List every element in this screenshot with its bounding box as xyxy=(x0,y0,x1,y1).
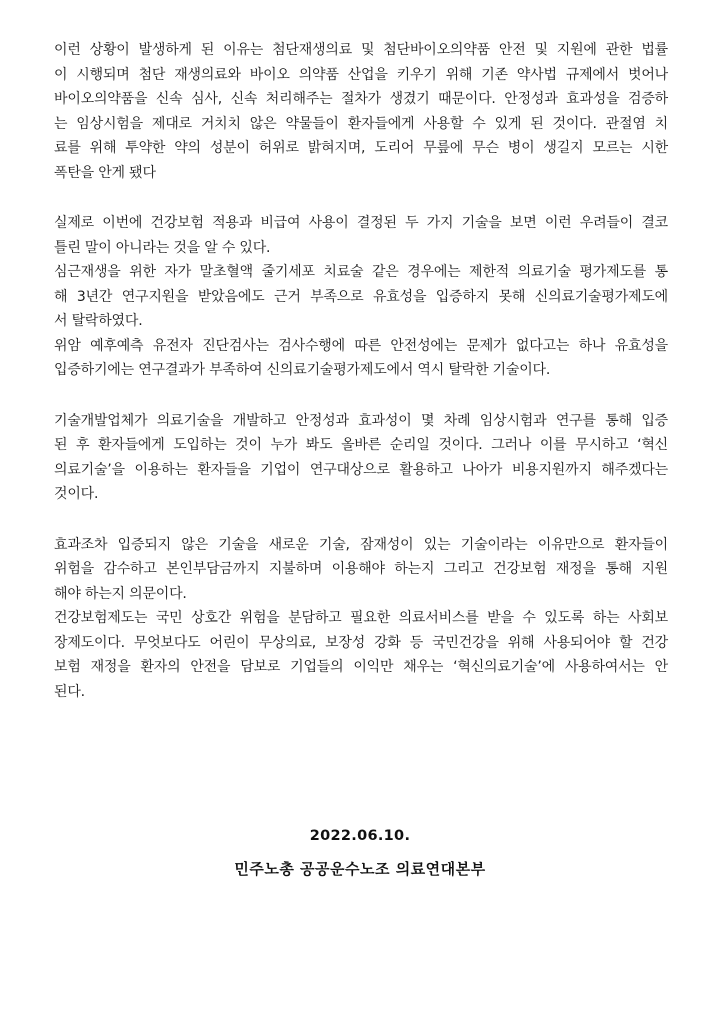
text-line: 의료기술’을 이용하는 환자들을 기업이 연구대상으로 활용하고 나아가 비용지원까지 해주겠다는 xyxy=(54,461,668,478)
text-line: 이런 상황이 발생하게 된 이유는 첨단재생의료 및 첨단바이오의약품 안전 및 지원에 관한 법률 xyxy=(54,42,668,58)
paragraph-question xyxy=(54,533,668,607)
text-line: 것이다. xyxy=(54,486,99,502)
paragraph-proper-procedure xyxy=(54,409,668,507)
text-line: 된다. xyxy=(54,683,85,700)
text-line: 입증하기에는 연구결과가 부족하여 신의료기술평가제도에서 역시 탈락한 기술이다. xyxy=(54,362,551,378)
paragraph-gap xyxy=(54,185,668,211)
paragraph-gap xyxy=(54,507,668,533)
text-line: 폭탄을 안게 됐다 xyxy=(54,164,156,181)
text-line: 실제로 이번에 건강보험 적용과 비급여 사용이 결정된 두 가지 기술을 보면 이런 우려들이 결코 xyxy=(54,215,668,231)
statement-date: 2022.06.10. xyxy=(309,828,411,844)
text-line: 위험을 감수하고 본인부담금까지 지불하며 이용해야 하는지 그리고 건강보험 재정을 통해 지원 xyxy=(54,561,668,577)
text-line: 심근재생을 위한 자가 말초혈액 줄기세포 치료술 같은 경우에는 제한적 의료기술 평가제도를 통 xyxy=(54,264,668,280)
paragraph-background xyxy=(54,38,668,185)
text-line: 해야 하는지 의문이다. xyxy=(54,585,187,602)
text-line: 위암 예후예측 유전자 진단검사는 검사수행에 따른 안전성에는 문제가 없다고는 하나 유효성을 xyxy=(54,337,668,354)
text-line: 건강보험제도는 국민 상호간 위험을 분담하고 필요한 의료서비스를 받을 수 있도록 하는 사회보 xyxy=(54,610,668,626)
paragraph-stem-cell-example xyxy=(54,260,668,334)
text-line: 해 3년간 연구지원을 받았음에도 근거 부족으로 유효성을 입증하지 못해 신의료기술평가제도에 xyxy=(54,288,668,305)
paragraph-gastric-cancer-example xyxy=(54,334,668,383)
text-line: 틀린 말이 아니라는 것을 알 수 있다. xyxy=(54,239,271,256)
paragraph-conclusion xyxy=(54,606,668,704)
document-body xyxy=(54,38,668,704)
paragraph-gap xyxy=(54,383,668,409)
issuing-organization: 민주노총 공공운수노조 의료연대본부 xyxy=(234,860,486,878)
text-line: 장제도이다. 무엇보다도 어린이 무상의료, 보장성 강화 등 국민건강을 위해 사용되어야 할 건강 xyxy=(54,634,668,651)
text-line: 바이오의약품을 신속 심사, 신속 처리해주는 절차가 생겼기 때문이다. 안정성과 효과성을 검증하 xyxy=(54,91,668,107)
text-line: 효과조차 입증되지 않은 기술을 새로운 기술, 잠재성이 있는 기술이라는 이유만으로 환자들이 xyxy=(54,536,668,553)
paragraph-examples-intro xyxy=(54,211,668,260)
text-line: 기술개발업체가 의료기술을 개발하고 안정성과 효과성이 몇 차례 임상시험과 연구를 통해 입증 xyxy=(54,412,668,429)
text-line: 료를 위해 투약한 약의 성분이 허위로 밝혀지며, 도리어 무릎에 무슨 병이 생길지 모르는 시한 xyxy=(54,140,668,156)
text-line: 이 시행되며 첨단 재생의료와 바이오 의약품 산업을 키우기 위해 기존 약사법 규제에서 벗어나 xyxy=(54,66,668,83)
text-line: 보험 재정을 환자의 안전을 담보로 기업들의 이익만 채우는 ‘혁신의료기술’에 사용하여서는 안 xyxy=(54,659,668,675)
text-line: 된 후 환자들에게 도입하는 것이 누가 봐도 올바른 순리일 것이다. 그러나 이를 무시하고 ‘혁신 xyxy=(54,437,668,453)
text-line: 서 탈락하였다. xyxy=(54,313,143,329)
text-line: 는 임상시험을 제대로 거치치 않은 약물들이 환자들에게 사용할 수 있게 된 것이다. 관절염 치 xyxy=(54,115,668,132)
